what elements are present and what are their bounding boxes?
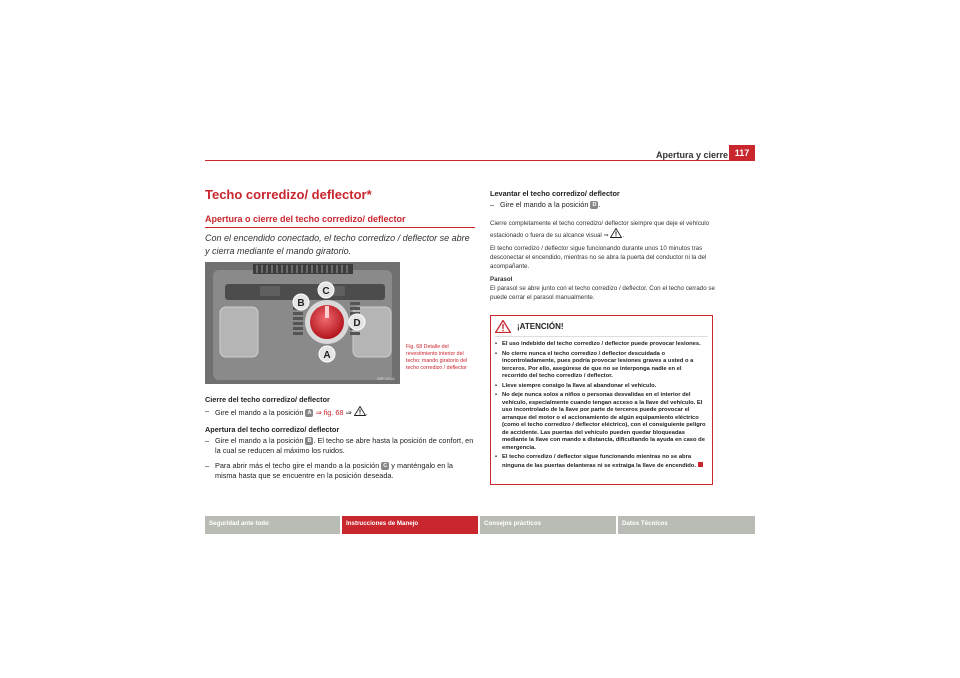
footer-tab-instrucciones[interactable]: Instrucciones de Manejo xyxy=(342,516,478,534)
warning-item-last: • El techo corredizo / deflector sigue funcionando mientras no se abra ninguna de las puertas delanteras ni se extraiga la llave de encendido. xyxy=(495,454,708,470)
figure-caption: Fig. 68 Detalle del revestimiento interior del techo: mando giratorio del techo corredizo / deflector xyxy=(406,344,468,371)
subsection-heading: Apertura o cierre del techo corredizo/ deflector xyxy=(205,214,475,228)
callout-d: D xyxy=(353,318,361,329)
figure-link[interactable]: ⇒ fig. 68 xyxy=(315,408,344,417)
left-body xyxy=(205,395,475,481)
callout-b: B xyxy=(297,298,305,309)
parasol-text: El parasol se abre junto con el techo corredizo / deflector. Con el techo cerrado se puede cerrar el parasol manualmente. xyxy=(490,285,715,301)
footer-tab-datos[interactable]: Datos Técnicos xyxy=(618,516,755,534)
section-heading: Techo corredizo/ deflector* xyxy=(205,187,372,202)
position-badge-c: C xyxy=(383,463,388,469)
running-header-title: Apertura y cierre xyxy=(655,150,728,160)
open-title: Apertura del techo corredizo/ deflector xyxy=(205,425,340,434)
position-badge-b: B xyxy=(307,438,312,444)
warning-header xyxy=(495,320,708,337)
vent-grille xyxy=(253,264,353,274)
para-run-on: El techo corredizo / deflector sigue funcionando durante unos 10 minutos tras desconectar el encendido, mientras no se abra la puerta del conductor ni la del acompañante. xyxy=(490,245,707,270)
position-badge-d: D xyxy=(592,202,597,208)
callout-a: A xyxy=(323,350,331,361)
footer-tab-consejos[interactable]: Consejos prácticos xyxy=(480,516,616,534)
warning-item: • No cierre nunca el techo corredizo / deflector descuidada o incontroladamente, pues podría provocar lesiones graves a usted o a terceros. Por ello, asegúrese de que no se interponga nadie en el recorrido del techo corredizo / deflector. xyxy=(495,351,708,381)
position-badge-a: A xyxy=(307,410,312,416)
para-close-reminder: Cierre completamente el techo corredizo/ deflector siempre que deje el vehículo estacionado o fuera de su alcance visual ⇒ . xyxy=(490,220,710,239)
lift-step: – Gire el mando a la posición D . xyxy=(490,200,755,210)
open-step-1: – Gire el mando a la posición B . El techo se abre hasta la posición de confort, en la cual se reducen al máximo los ruidos. xyxy=(205,436,475,456)
warning-item: • El uso indebido del techo corredizo / deflector puede provocar lesiones. xyxy=(495,341,708,349)
lift-title: Levantar el techo corredizo/ deflector xyxy=(490,189,620,198)
intro-text: Con el encendido conectado, el techo corredizo / deflector se abre y cierra mediante el mando giratorio. xyxy=(205,233,470,256)
warning-title: ¡ATENCIÓN! xyxy=(517,322,564,331)
callout-c: C xyxy=(322,286,330,297)
figure-code: B5P-0681 xyxy=(377,376,395,381)
header-rule xyxy=(205,160,755,161)
footer-tab-seguridad[interactable]: Seguridad ante todo xyxy=(205,516,340,534)
page-number: 117 xyxy=(729,145,755,161)
parasol-title: Parasol xyxy=(490,276,513,283)
end-mark-icon xyxy=(698,462,703,467)
warning-triangle-icon xyxy=(495,320,511,333)
warning-box xyxy=(490,315,713,485)
warning-triangle-icon xyxy=(610,228,622,238)
warning-triangle-icon xyxy=(354,406,366,416)
warning-item: • Lleve siempre consigo la llave al abandonar el vehículo. xyxy=(495,383,708,391)
close-step: – Gire el mando a la posición A ⇒ fig. 68 ⇒ . xyxy=(205,406,475,418)
close-title: Cierre del techo corredizo/ deflector xyxy=(205,395,330,404)
roof-console-illustration xyxy=(205,262,400,384)
right-body xyxy=(490,189,755,302)
open-step-2: – Para abrir más el techo gire el mando a la posición C y manténgalo en la misma hasta que se encuentre en la posición deseada. xyxy=(205,461,475,481)
roof-control-figure xyxy=(205,262,400,384)
warning-item: • No deje nunca solos a niños o personas desvalidas en el interior del vehículo, especialmente cuando tengan acceso a la llave del vehículo. El uso incontrolado de la llave por parte de terceros puede provocar el arranque del motor o el accionamiento de algún equipamiento eléctrico (como el techo corredizo / deflector eléctrico), con el consiguiente peligro de accidente. Las puertas del vehículo pueden quedar bloqueadas mediante la llave con mando a distancia, dificultando la ayuda en caso de emergencia. xyxy=(495,392,708,452)
